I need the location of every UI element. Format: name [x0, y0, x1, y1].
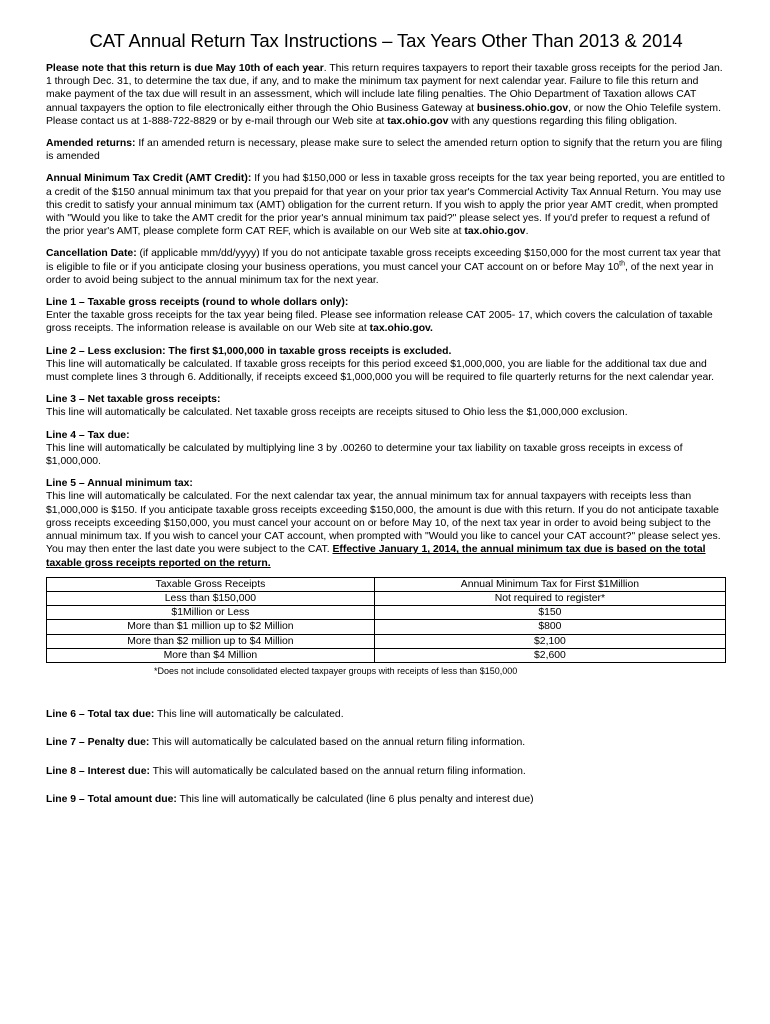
line8-section: Line 8 – Interest due: This will automatically be calculated based on the annual return filing information.: [46, 765, 526, 777]
document-page: [46, 30, 726, 806]
line8-heading: Line 8 – Interest due:: [46, 765, 150, 777]
table-header-tax: Annual Minimum Tax for First $1Million: [374, 577, 725, 591]
amended-returns-label: Amended returns:: [46, 138, 136, 150]
line9-section: Line 9 – Total amount due: This line will automatically be calculated (line 6 plus penalty and interest due): [46, 793, 534, 805]
table-header-row: [47, 577, 726, 591]
table-row: Less than $150,000 Not required to register*: [47, 591, 726, 605]
line7-section: Line 7 – Penalty due: This will automatically be calculated based on the annual return filing information.: [46, 737, 526, 749]
line5-emphasis: Effective January 1, 2014, the annual minimum tax due is based on the total taxable gross receipts reported on the return.: [46, 544, 706, 569]
line4-heading: Line 4 – Tax due:: [46, 429, 130, 441]
line6-heading: Line 6 – Total tax due:: [46, 709, 155, 721]
line1-heading: Line 1 – Taxable gross receipts (round to whole dollars only):: [46, 297, 349, 309]
line1-tax-site-link[interactable]: tax.ohio.gov.: [369, 323, 433, 335]
tax-site-link[interactable]: tax.ohio.gov: [387, 115, 449, 127]
amended-returns-paragraph: Amended returns: If an amended return is necessary, please make sure to select the amended return option to signify that the return you are filing is amended: [46, 138, 723, 163]
cancellation-paragraph: Cancellation Date: (if applicable mm/dd/yyyy) If you do not anticipate taxable gross receipts exceeding $150,000 for the most current tax year that is eligible to file or if you anticipate closing your business operations, you must cancel your CAT account on or before May 10th, of the next year in order to avoid being subject to the annual minimum tax for the next year.: [46, 248, 721, 286]
minimum-tax-table: [46, 577, 726, 663]
business-gateway-link[interactable]: business.ohio.gov: [476, 102, 569, 114]
table-row: More than $4 Million $2,600: [47, 648, 726, 662]
table-header-receipts: Taxable Gross Receipts: [47, 577, 375, 591]
amt-credit-label: Annual Minimum Tax Credit (AMT Credit):: [46, 173, 252, 185]
amt-tax-site-link[interactable]: tax.ohio.gov: [464, 226, 526, 238]
cancellation-label: Cancellation Date:: [46, 248, 137, 260]
table-footnote: *Does not include consolidated elected taxpayer groups with receipts of less than $150,000: [154, 665, 518, 676]
line2-heading: Line 2 – Less exclusion: The first $1,000,000 in taxable gross receipts is excluded.: [46, 345, 452, 357]
due-date-notice: Please note that this return is due May 10th of each year: [46, 63, 324, 74]
amt-credit-paragraph: Annual Minimum Tax Credit (AMT Credit): If you had $150,000 or less in taxable gross receipts for the tax year being reported, you are entitled to a credit of the $150 annual minimum tax that you prepaid for that year on your prior tax year's Commercial Activity Tax Annual Return. You may use this credit to satisfy your annual minimum tax (AMT) obligation for the current return. If you wish to apply the prior year AMT credit, when prompted with "Would you like to take the AMT credit for the prior year's annual minimum tax paid?" please select yes. If you'd prefer to request a refund of the prior year's AMT, please complete form CAT REF, which is available on our Web site at tax.ohio.gov.: [46, 173, 725, 238]
line2-section: Line 2 – Less exclusion: The first $1,000,000 in taxable gross receipts is excluded. This line will automatically be calculated. If taxable gross receipts for this period exceed $1,000,000, you are liable for the additional tax due and must complete lines 3 through 6. Additionally, if receipts exceed $1,000,000 you will be required to file quarterly returns for the next calendar year.: [46, 345, 715, 384]
line9-heading: Line 9 – Total amount due:: [46, 793, 177, 805]
line6-section: Line 6 – Total tax due: This line will automatically be calculated.: [46, 709, 344, 721]
line4-section: Line 4 – Tax due: This line will automatically be calculated by multiplying line 3 by .00260 to determine your tax liability on taxable gross receipts in excess of $1,000,000.: [46, 429, 683, 468]
intro-paragraph: Please note that this return is due May 10th of each year. This return requires taxpayers to report their taxable gross receipts for the period Jan. 1 through Dec. 31, to determine the tax due, if any, and to make the minimum tax payment for next calendar year. Failure to file this return and make payment of the tax due will result in an assessment, which will include late filing penalties. The Ohio Department of Taxation allows CAT annual taxpayers the option to file electronically either through the Ohio Business Gateway at business.ohio.gov, or now the Ohio Telefile system. Please contact us at 1-888-722-8829 or by e-mail through our Web site at tax.ohio.gov with any questions regarding this filing obligation.: [46, 63, 723, 127]
line3-heading: Line 3 – Net taxable gross receipts:: [46, 394, 221, 406]
page-title: CAT Annual Return Tax Instructions – Tax Years Other Than 2013 & 2014: [89, 30, 683, 51]
table-row: $1Million or Less $150: [47, 606, 726, 620]
line3-section: Line 3 – Net taxable gross receipts: This line will automatically be calculated. Net taxable gross receipts are receipts sitused to Ohio less the $1,000,000 exclusion.: [46, 394, 628, 419]
line5-section: Line 5 – Annual minimum tax: This line will automatically be calculated. For the next calendar tax year, the annual minimum tax for annual taxpayers with receipts less than $1,000,000 is $150. If you anticipate taxable gross receipts exceeding $150,000, the amount is due with this return. If you do not anticipate taxable gross receipts exceeding $150,000, you must cancel your account on or before May 10, of the next tax year in order to avoid being subject to the annual minimum tax. If you wish to cancel your CAT account, when prompted with "Would you like to cancel your CAT account?" please select yes. You may then enter the last date you were subject to the CAT. Effective January 1, 2014, the annual minimum tax due is based on the total taxable gross receipts reported on the return.: [46, 478, 721, 569]
table-row: More than $2 million up to $4 Million $2,100: [47, 634, 726, 648]
line5-heading: Line 5 – Annual minimum tax:: [46, 478, 193, 490]
line1-section: Line 1 – Taxable gross receipts (round to whole dollars only): Enter the taxable gross receipts for the tax year being filed. Please see information release CAT 2005- 17, which covers the calculation of taxable gross receipts. The information release is available on our Web site at tax.ohio.gov.: [46, 297, 713, 335]
line7-heading: Line 7 – Penalty due:: [46, 737, 150, 749]
table-row: More than $1 million up to $2 Million $800: [47, 620, 726, 634]
